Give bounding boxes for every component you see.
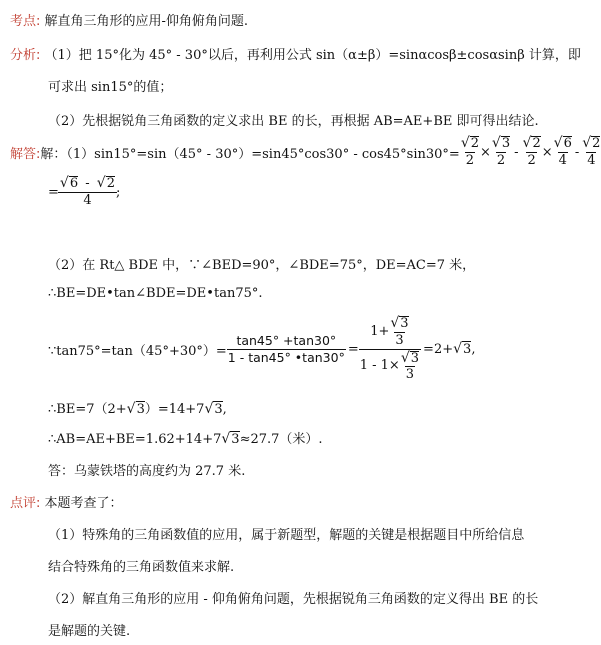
fraction-sqrt6-minus-sqrt2-over-4: $\frac{√6 - √2}{4}$ — [59, 175, 115, 209]
dianping-line-3: （2）解直角三角形的应用 - 仰角俯角问题，先根据锐角三角函数的定义得出 BE 的长 — [48, 592, 539, 607]
fenxi-row-1 — [10, 44, 581, 63]
jieda-tag: 解答: — [10, 146, 41, 162]
jieda-line-3: （2）在 Rt△ BDE 中，∵∠BED=90°，∠BDE=75°，DE=AC=7 米， — [48, 258, 476, 273]
jieda-line-4: ∴BE=DE•tan∠BDE=DE•tan75°. — [48, 286, 263, 301]
kaodian-tag: 考点: — [10, 14, 41, 29]
kaodian-row — [10, 10, 248, 29]
fraction-sqrt3-over-3-den: $\frac{√3}{3}$ — [400, 349, 420, 383]
fraction-sqrt6-over-4: $\frac{√6}{4}$ — [553, 135, 572, 169]
dianping-line-1: （1）特殊角的三角函数值的应用，属于新题型，解题的关键是根据题目中所给信息 — [48, 528, 525, 543]
jieda-row-1: 解答: 解：（1）sin15°=sin（45° - 30°）=sin45°cos30° - cos45°sin30°= $\frac{√2}{2}$ × $\frac{√3}{2}$ - $\frac{√2}{2}$ × $\frac{√6}{4}$ - $\frac{√2}{4}$ — [10, 135, 601, 169]
dianping-line-4: 是解题的关键. — [48, 624, 131, 639]
fraction-tan-formula: $\frac{\tan 45^\circ +\tan 30^\circ}{1 - \tan 45^\circ •\tan 30^\circ}$ — [227, 333, 345, 365]
fraction-tan-substituted: 1+ $\frac{√3}{3}$ 1 - 1× $\frac{√3}{3}$ — [359, 315, 420, 383]
fraction-sqrt3-over-2: $\frac{√3}{2}$ — [491, 135, 511, 169]
fenxi-line-1: （1）把 15°化为 45° - 30°以后，再利用公式 sin（α±β）=sinαcosβ±cosαsinβ 计算，即 — [44, 48, 581, 63]
kaodian-text: 解直角三角形的应用-仰角俯角问题. — [44, 14, 249, 29]
jieda-answer: 答：乌蒙铁塔的高度约为 27.7 米. — [48, 464, 246, 479]
jieda-line-5-prefix: ∵tan75°=tan（45°+30°）= — [48, 343, 227, 359]
fraction-sqrt2-over-2-b: $\frac{√2}{2}$ — [522, 135, 541, 169]
jieda-row-ab: ∴AB=AE+BE=1.62+14+7√3≈27.7（米）. — [48, 431, 323, 447]
dianping-tag: 点评: — [10, 496, 41, 511]
fenxi-line-2: 可求出 sin15°的值； — [48, 80, 173, 95]
fraction-sqrt3-over-3-num: $\frac{√3}{3}$ — [390, 315, 409, 348]
dianping-row-0 — [10, 492, 123, 511]
jieda-row-be: ∴BE=7（2+√3）=14+7√3, — [48, 401, 227, 417]
fraction-sqrt2-over-2: $\frac{√2}{2}$ — [460, 135, 480, 169]
jieda-row-tan75: ∵tan75°=tan（45°+30°）= $\frac{\tan 45^\circ +\tan 30^\circ}{1 - \tan 45^\circ •\tan 30^\circ}$ = 1+ $\frac{√3}{3}$ 1 - 1× $\frac{√3}{3}$ = 2+ √ 3 , — [48, 315, 476, 383]
dianping-line-0: 本题考查了： — [44, 496, 123, 511]
fraction-sqrt2-over-4: $\frac{√2}{4}$ — [582, 135, 601, 169]
fenxi-line-3: （2）先根据锐角三角函数的定义求出 BE 的长，再根据 AB=AE+BE 即可得出结论. — [48, 114, 539, 129]
dianping-line-2: 结合特殊角的三角函数值来求解. — [48, 560, 235, 575]
fenxi-tag: 分析: — [10, 48, 41, 63]
jieda-row-2: = $\frac{√6 - √2}{4}$ ; — [48, 175, 121, 209]
jieda-line-1: 解：（1）sin15°=sin（45° - 30°）=sin45°cos30° - cos45°sin30°= — [40, 146, 460, 162]
